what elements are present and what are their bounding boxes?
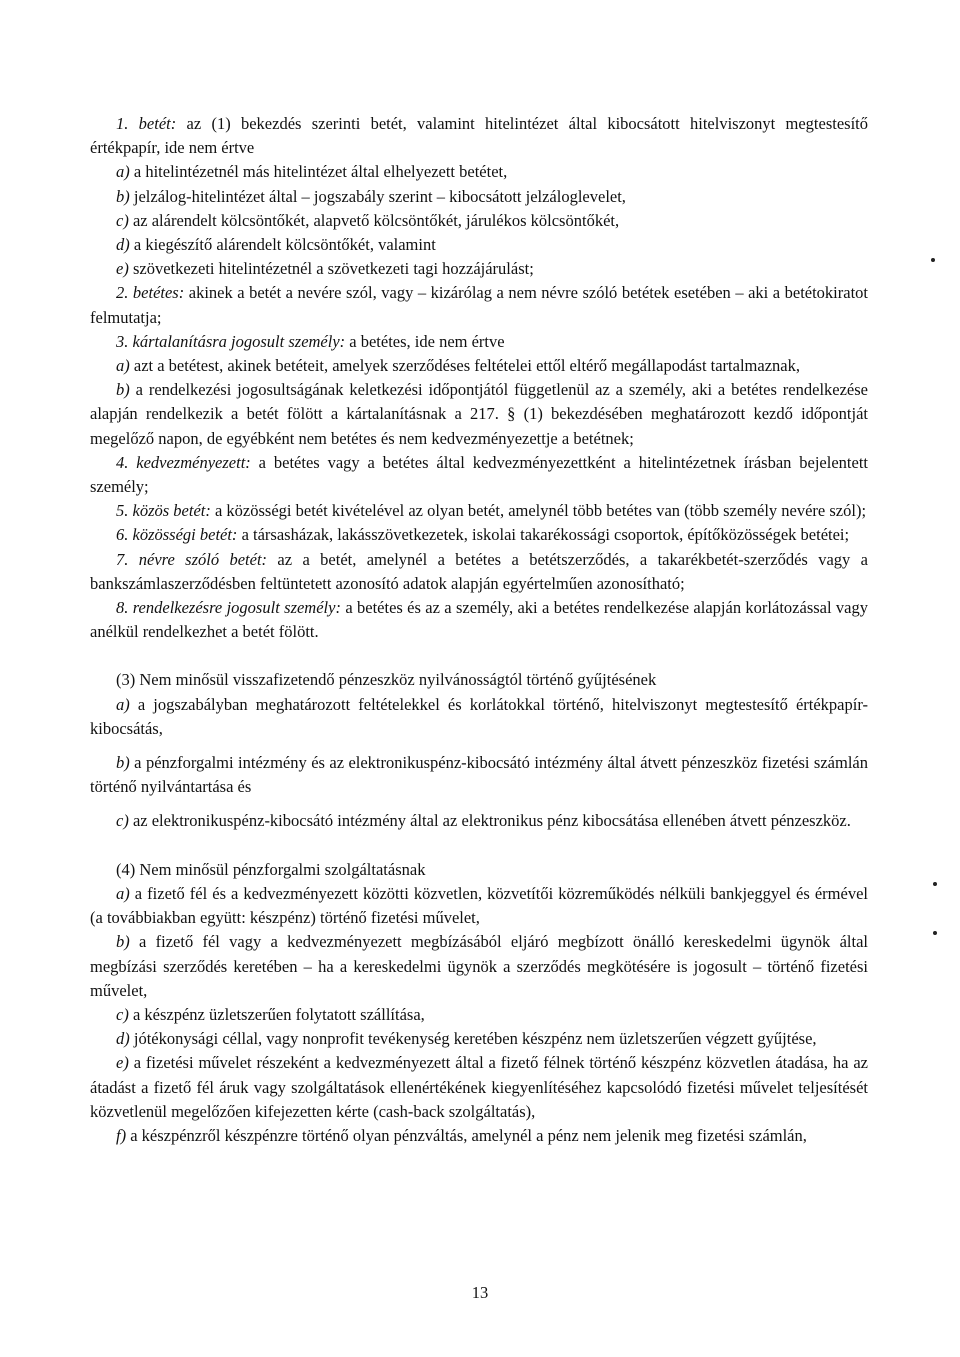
sub-item: a) a fizető fél és a kedvezményezett közötti közvetlen, közvetítői közreműködés nélküli bankjeggyel és érmével (a továbbiakban együtt: készpénz) történő fizetési művelet, [90,883,868,928]
sub-item: e) a fizetési művelet részeként a kedvezményezett által a fizető félnek történő készpénz közvetlen átadása, ha az átadást a fizető fél áruk vagy szolgáltatások ellenértékének kiegyenlítéséhez kapcsolódó fizetési művelet teljesítését közvetlenül megelőzően kifejezetten kérte (cash-back szolgáltatás), [90,1053,868,1121]
definition-item: 7. névre szóló betét: az a betét, amelynél a betétes a betétszerződés, a takarékbetét-szerződés vagy a bankszámlaszerződésben feltüntetett azonosító adatok alapján egyértelműen azonosítható; [90,549,868,593]
defined-term: kedvezményezett: [136,452,251,472]
defined-term: közösségi betét: [132,525,238,545]
sub-item: b) a fizető fél vagy a kedvezményezett megbízásából eljáró megbízott önálló kereskedelmi ügynök által megbízási szerződés keretében – ha a kereskedelmi ügynök a szerződés megkötésére is jogosult – történő fizetési művelet, [90,932,868,1000]
defined-term: rendelkezésre jogosult személy: [132,598,341,618]
scan-speck [933,882,937,886]
sub-item: b) a rendelkezési jogosultságának keletkezési időpontjától függetlenül az a személy, aki a betétes rendelkezése alapján rendelkezik a betét fölött a kártalanításnak a 217. § (1) bekezdésében meghatározott kezdő időpontját megelőző napon, de egyébként nem betétes és nem kedvezményezettje a betétnek; [90,380,868,448]
sub-item: b) jelzálog-hitelintézet által – jogszabály szerint – kibocsátott jelzáloglevelet, [116,186,626,206]
sub-item: f) a készpénzről készpénzre történő olyan pénzváltás, amelynél a pénz nem jelenik meg fizetési számlán, [116,1125,807,1145]
scan-speck [933,931,937,935]
sub-item: c) a készpénz üzletszerűen folytatott szállítása, [116,1004,425,1024]
sub-item: a) azt a betétest, akinek betéteit, amelyek szerződéses feltételei ettől eltérő megállapodást tartalmaznak, [116,356,800,376]
defined-term: betét: [138,114,177,133]
paragraph-heading: (3) Nem minősül visszafizetendő pénzeszköz nyilvánosságtól történő gyűjtésének [116,670,657,690]
defined-term: kártalanításra jogosult személy: [132,331,346,351]
defined-term: névre szóló betét: [138,549,268,569]
sub-item: e) szövetkezeti hitelintézetnél a szövetkezeti tagi hozzájárulást; [116,259,534,279]
definition-item: 8. rendelkezésre jogosult személy: a betétes és az a személy, aki a betétes rendelkezése alapján korlátozással vagy anélkül rendelkezhet a betét fölött. [90,598,869,642]
definition-item: 1. betét: az (1) bekezdés szerinti betét, valamint hitelintézet által kibocsátott hitelviszonyt megtestesítő értékpapír, ide nem értve [90,114,869,158]
sub-item: c) az alárendelt kölcsöntőkét, alapvető kölcsöntőkét, járulékos kölcsöntőkét, [116,210,620,230]
sub-item: a) a jogszabályban meghatározott feltételekkel és korlátokkal történő, hitelviszonyt megtestesítő értékpapír-kibocsátás, [90,694,868,738]
sub-item: a) a hitelintézetnél más hitelintézet által elhelyezett betétet, [116,162,508,182]
definition-item: 2. betétes: akinek a betét a nevére szól, vagy – kizárólag a nem névre szóló betétek esetében – aki a betétokiratot felmutatja; [90,283,869,327]
defined-term: közös betét: [132,501,211,521]
document-page [90,112,868,1148]
paragraph-heading: (4) Nem minősül pénzforgalmi szolgáltatásnak [116,859,426,879]
defined-term: betétes: [132,283,185,303]
definition-item: 5. közös betét: a közösségi betét kivételével az olyan betét, amelynél több betétes van (több személy nevére szól); [116,501,867,521]
definition-item: 4. kedvezményezett: a betétes vagy a betétes által kedvezményezettként a hitelintézetnek írásban bejelentett személy; [90,452,868,497]
sub-item: b) a pénzforgalmi intézmény és az elektronikuspénz-kibocsátó intézmény által átvett pénzeszköz fizetési számlán történő nyilvántartása és [90,753,868,797]
scan-speck [931,258,935,262]
definition-item: 3. kártalanításra jogosult személy: a betétes, ide nem értve [116,331,505,351]
definition-item: 6. közösségi betét: a társasházak, lakásszövetkezetek, iskolai takarékossági csoportok, építőközösségek betétei; [116,525,850,545]
sub-item: d) a kiegészítő alárendelt kölcsöntőkét, valamint [116,235,436,255]
page-number: 13 [471,1283,489,1302]
sub-item: c) az elektronikuspénz-kibocsátó intézmény által az elektronikus pénz kibocsátása ellenében átvett pénzeszköz. [116,811,851,831]
sub-item: d) jótékonysági céllal, vagy nonprofit tevékenység keretében készpénz nem üzletszerűen végzett gyűjtése, [116,1029,817,1049]
